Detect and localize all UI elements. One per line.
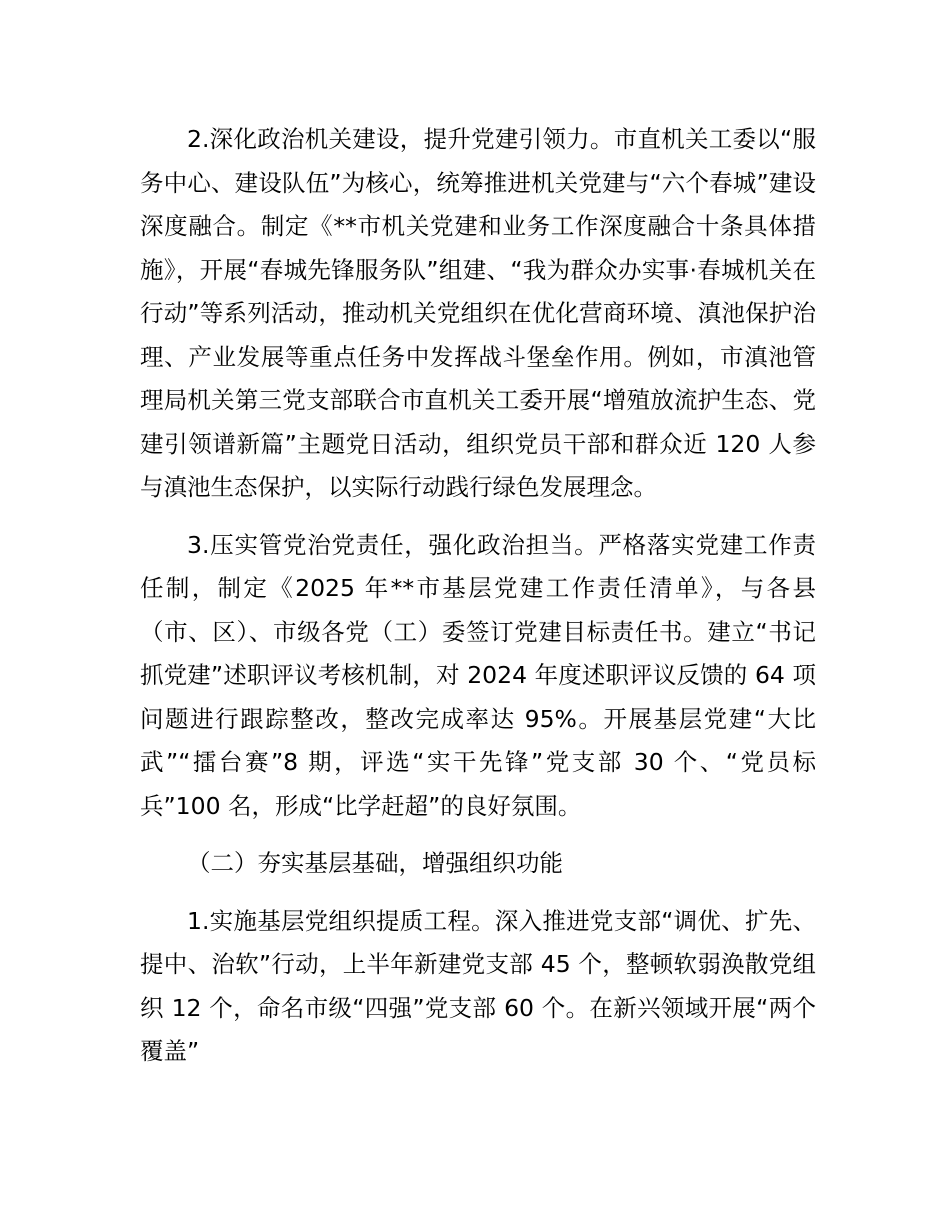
- section-heading: （二）夯实基层基础，增强组织功能: [187, 849, 563, 877]
- paragraph-party-responsibility: 3.压实管党治党责任，强化政治担当。严格落实党建工作责任制，制定《2025 年**市基层党建工作责任清单》，与各县（市、区）、市级各党（工）委签订党建目标责任书。建立“书记抓党建”述职评议考核机制，对 2024 年度述职评议反馈的 64 项问题进行跟踪整改，整改完成率达 95%。开展基层党建“大比武”“擂台赛”8 期，评选“实干先锋”党支部 30 个、“党员标兵”100 名，形成“比学赶超”的良好氛围。: [140, 530, 816, 820]
- paragraph-political-organs: 2.深化政治机关建设，提升党建引领力。市直机关工委以“服务中心、建设队伍”为核心，统筹推进机关党建与“六个春城”建设深度融合。制定《**市机关党建和业务工作深度融合十条具体措施》，开展“春城先锋服务队”组建、“我为群众办实事·春城机关在行动”等系列活动，推动机关党组织在优化营商环境、滇池保护治理、产业发展等重点任务中发挥战斗堡垒作用。例如，市滇池管理局机关第三党支部联合市直机关工委开展“增殖放流护生态、党建引领谱新篇”主题党日活动，组织党员干部和群众近 120 人参与滇池生态保护，以实际行动践行绿色发展理念。: [140, 125, 816, 501]
- paragraph-grassroots-quality: 1.实施基层党组织提质工程。深入推进党支部“调优、扩先、提中、治软”行动，上半年新建党支部 45 个，整顿软弱涣散党组织 12 个，命名市级“四强”党支部 60 个。在新兴领域开展“两个覆盖”: [140, 906, 816, 1065]
- document-body: [140, 118, 816, 1074]
